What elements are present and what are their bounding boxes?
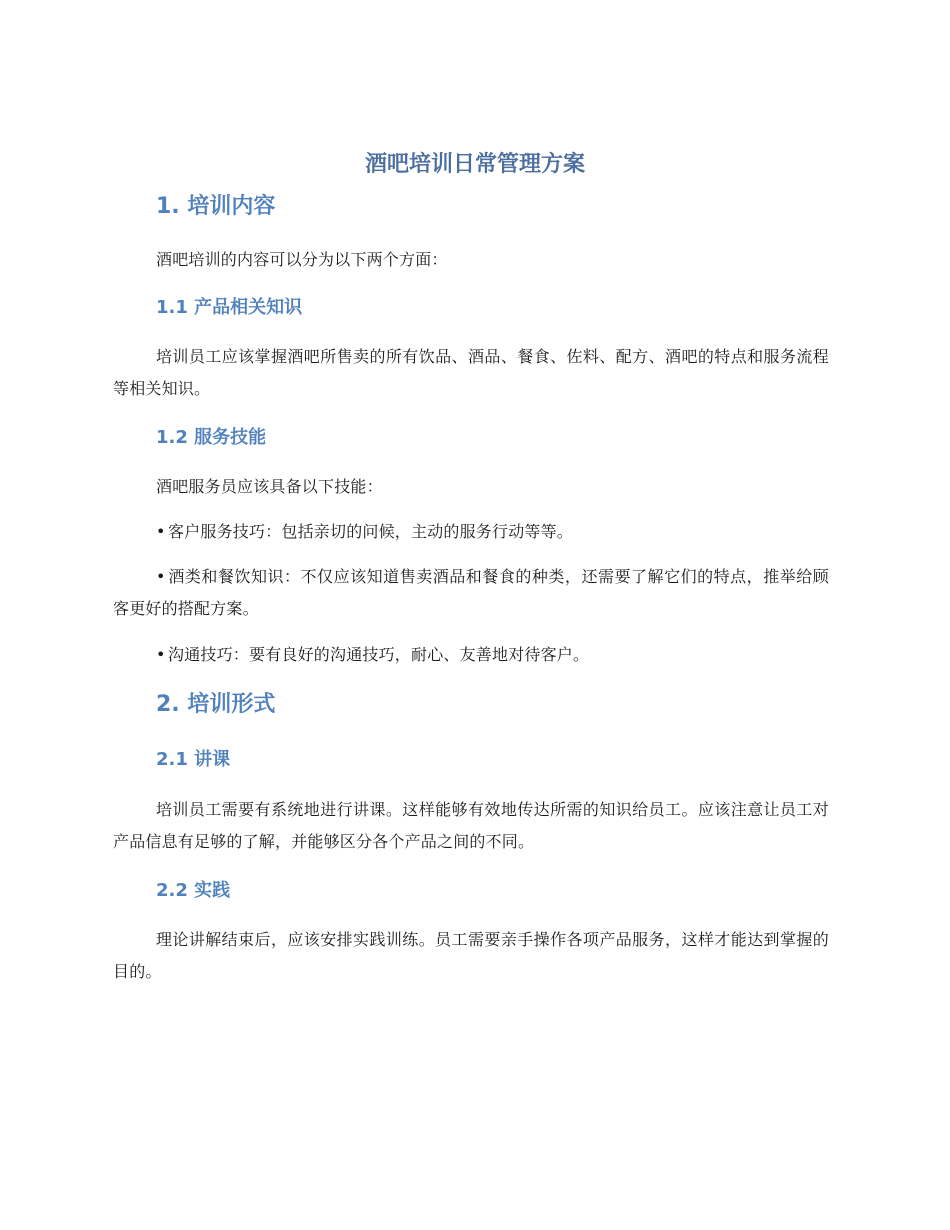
section-intro-paragraph: 酒吧培训的内容可以分为以下两个方面： [156, 250, 448, 269]
subsection-heading-service-skills: 1.2 服务技能 [156, 427, 267, 448]
bullet-marker: • [156, 645, 166, 664]
subsection-heading-practice: 2.2 实践 [156, 880, 231, 901]
list-item-text: 沟通技巧：要有良好的沟通技巧，耐心、友善地对待客户。 [168, 645, 590, 664]
lecture-paragraph: 培训员工需要有系统地进行讲课。这样能够有效地传达所需的知识给员工。应该注意让员工对产品信息有足够的了解，并能够区分各个产品之间的不同。 [113, 800, 829, 851]
section-heading-training-format: 2. 培训形式 [156, 692, 276, 717]
practice-paragraph: 理论讲解结束后，应该安排实践训练。员工需要亲手操作各项产品服务，这样才能达到掌握的目的。 [113, 930, 829, 981]
document-title: 酒吧培训日常管理方案 [364, 152, 585, 177]
subsection-heading-product-knowledge: 1.1 产品相关知识 [156, 297, 303, 318]
product-knowledge-paragraph: 培训员工应该掌握酒吧所售卖的所有饮品、酒品、餐食、佐料、配方、酒吧的特点和服务流程等相关知识。 [113, 347, 829, 398]
list-item-communication [113, 639, 829, 671]
service-skills-intro-paragraph: 酒吧服务员应该具备以下技能： [156, 477, 383, 496]
bullet-marker: • [156, 522, 166, 541]
list-item-drinks-knowledge [113, 561, 829, 625]
section-heading-training-content: 1. 培训内容 [156, 194, 276, 219]
list-item-customer-service [113, 516, 829, 548]
subsection-heading-lecture: 2.1 讲课 [156, 749, 231, 770]
list-item-text: 客户服务技巧：包括亲切的问候，主动的服务行动等等。 [168, 522, 574, 541]
bullet-marker: • [156, 567, 166, 586]
list-item-text: 酒类和餐饮知识：不仅应该知道售卖酒品和餐食的种类，还需要了解它们的特点，推举给顾客更好的搭配方案。 [113, 567, 829, 618]
